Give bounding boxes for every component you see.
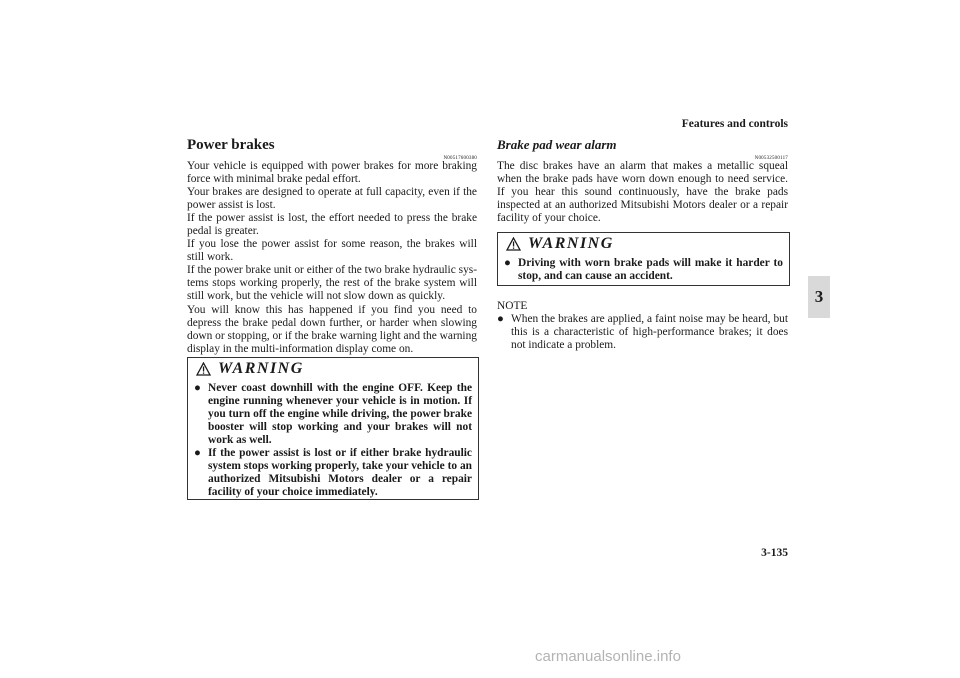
paragraph: If the power assist is lost, the effort needed to press the brake pedal is greater.	[187, 212, 477, 238]
paragraph: Your brakes are designed to operate at full capacity, even if the power assist is lost.	[187, 186, 477, 212]
warning-title: WARNING	[528, 235, 614, 252]
warning-list	[504, 257, 783, 283]
warning-box-brake-pads	[497, 232, 790, 286]
chapter-tab: 3	[808, 276, 830, 318]
warning-header	[506, 235, 614, 253]
note-item	[497, 313, 788, 352]
warning-item-text: If the power assist is lost or if either brake hydraulic system stops working properly, take your vehicle to an authorized Mitsubishi Motors dealer or a repair facility of your choice immediately.	[208, 447, 472, 499]
bullet-icon: ●	[194, 382, 201, 394]
brake-pad-body: The disc brakes have an alarm that makes a metallic squeal when the brake pads have worn down enough to need service. If you hear this sound continuously, have the brake pads inspected at an authorized Mitsubishi Motors dealer or a repair facility of your choice.	[497, 160, 788, 225]
paragraph: You will know this has happened if you find you need to depress the brake pedal down further, or harder when slowing down or stopping, or if the brake warning light and the warning display in the multi-information display come on.	[187, 303, 477, 355]
warning-box-power-brakes	[187, 357, 479, 500]
warning-header	[196, 360, 304, 378]
power-brakes-body	[187, 160, 477, 356]
warning-item	[194, 382, 472, 447]
paragraph: If the power brake unit or either of the two brake hydraulic sys-tems stops working properly, the rest of the brake system will still work, but the vehicle will not slow down as quickly.	[187, 264, 477, 303]
section-heading-brake-pad-wear-alarm: Brake pad wear alarm	[497, 137, 617, 152]
warning-triangle-icon	[506, 237, 521, 251]
section-heading-power-brakes: Power brakes	[187, 137, 275, 153]
warning-triangle-icon	[196, 362, 211, 376]
note-item-text: When the brakes are applied, a faint noise may be heard, but this is a characteristic of high-performance brakes; it does not indicate a problem.	[511, 313, 788, 352]
warning-item-text: Never coast downhill with the engine OFF. Keep the engine running whenever your vehicle is in motion. If you turn off the engine while driving, the power brake booster will stop working and your brakes will not work as well.	[208, 382, 472, 447]
bullet-icon: ●	[504, 257, 511, 269]
page-number: 3-135	[761, 547, 788, 559]
warning-list	[194, 382, 472, 499]
warning-item	[194, 447, 472, 499]
paragraph: If you lose the power assist for some reason, the brakes will still work.	[187, 238, 477, 264]
warning-title: WARNING	[218, 360, 304, 377]
warning-item-text: Driving with worn brake pads will make it harder to stop, and can cause an accident.	[518, 257, 783, 283]
paragraph: Your vehicle is equipped with power brakes for more braking force with minimal brake pedal effort.	[187, 160, 477, 186]
section-code: N00532500117	[754, 156, 788, 161]
page-header-title: Features and controls	[681, 118, 788, 130]
note-list	[497, 313, 788, 352]
note-label: NOTE	[497, 300, 528, 312]
watermark-link[interactable]: carmanualsonline.info	[535, 648, 681, 665]
section-code: N00517600380	[443, 156, 477, 161]
bullet-icon: ●	[497, 313, 504, 325]
bullet-icon: ●	[194, 447, 201, 460]
warning-item	[504, 257, 783, 283]
